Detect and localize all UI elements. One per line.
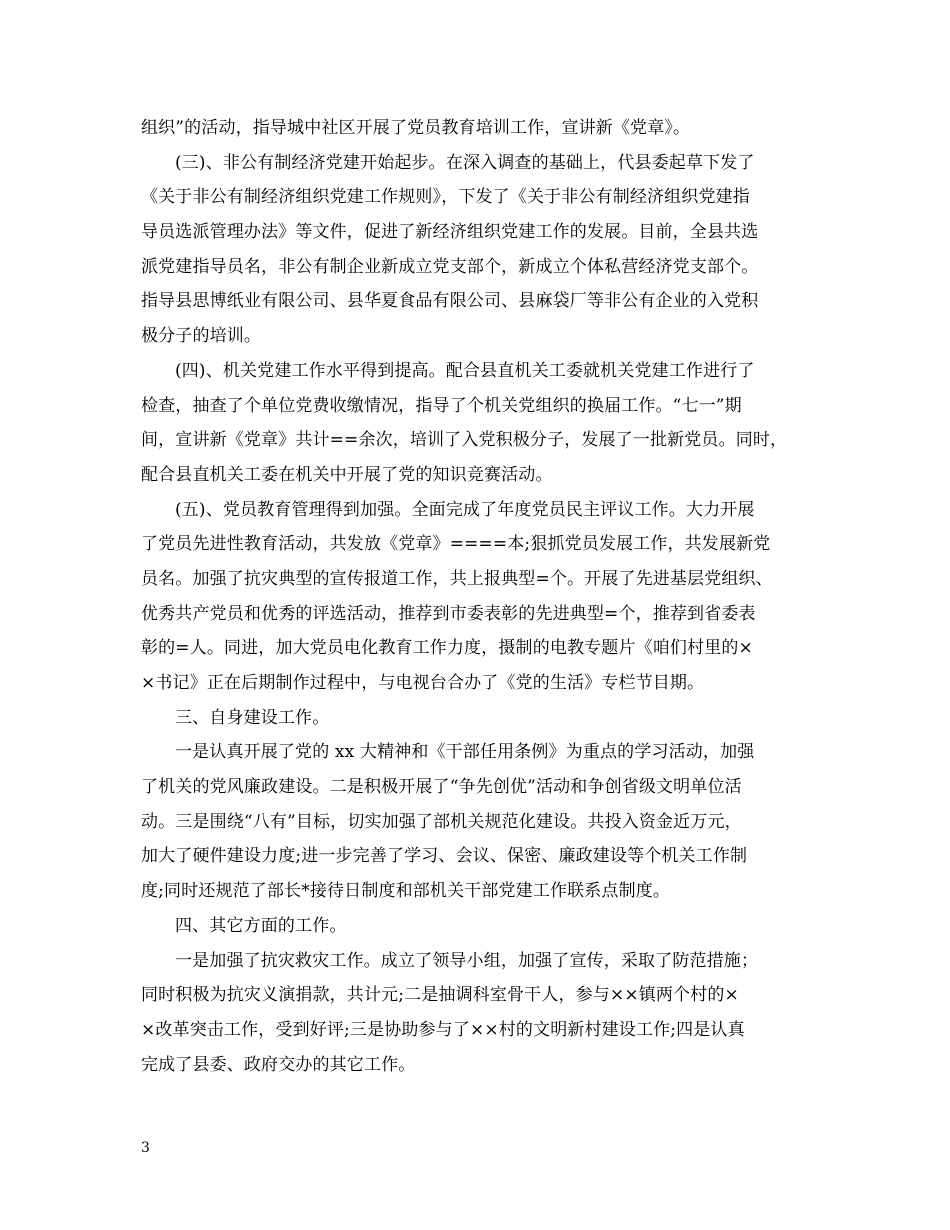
page-number: 3	[141, 1140, 150, 1156]
text-line: ×书记》正在后期制作过程中，与电视台合办了《党的生活》专栏节目期。	[141, 673, 705, 693]
text-line: 间，宣讲新《党章》共计==余次，培训了入党积极分子，发展了一批新党员。同时，	[141, 430, 788, 451]
text-line: 了党员先进性教育活动，共发放《党章》====本;狠抓党员发展工作，共发展新党	[141, 534, 771, 555]
text-line: 同时积极为抗灾义演捐款，共计元;二是抽调科室骨干人，参与××镇两个村的×	[141, 985, 739, 1006]
text-line: 一是认真开展了党的 xx 大精神和《干部任用条例》为重点的学习活动，加强	[175, 742, 755, 763]
text-line: 一是加强了抗灾救灾工作。成立了领导小组，加强了宣传，采取了防范措施；	[175, 950, 759, 971]
text-line: (四)、机关党建工作水平得到提高。配合县直机关工委就机关党建工作进行了	[175, 360, 755, 381]
text-line: 《关于非公有制经济组织党建工作规则》，下发了《关于非公有制经济组织党建指	[141, 187, 750, 208]
text-line: ×改革突击工作，受到好评;三是协助参与了××村的文明新村建设工作;四是认真	[141, 1019, 745, 1040]
section-heading: 四、其它方面的工作。	[175, 915, 347, 936]
text-line: 动。三是围绕“八有”目标，切实加强了部机关规范化建设。共投入资金近万元，	[141, 811, 742, 832]
text-line: 极分子的培训。	[141, 326, 262, 347]
text-line: (五)、党员教育管理得到加强。全面完成了年度党员民主评议工作。大力开展	[175, 499, 755, 520]
section-heading: 三、自身建设工作。	[175, 707, 330, 728]
body-text	[141, 111, 819, 1082]
text-line: 配合县直机关工委在机关中开展了党的知识竞赛活动。	[141, 464, 553, 485]
text-line: 员名。加强了抗灾典型的宣传报道工作，共上报典型=个。开展了先进基层党组织、	[141, 568, 773, 589]
text-line: 优秀共产党员和优秀的评选活动，推荐到市委表彰的先进典型=个，推荐到省委表	[141, 603, 756, 624]
text-line: 导员选派管理办法》等文件，促进了新经济组织党建工作的发展。目前，全县共选	[141, 222, 759, 243]
text-line: 派党建指导员名，非公有制企业新成立党支部个，新成立个体私营经济党支部个。	[141, 256, 759, 277]
text-line: 了机关的党风廉政建设。二是积极开展了“争先创优”活动和争创省级文明单位活	[141, 777, 742, 798]
text-line: 度;同时还规范了部长*接待日制度和部机关干部党建工作联系点制度。	[141, 881, 671, 902]
text-line: 组织”的活动，指导城中社区开展了党员教育培训工作，宣讲新《党章》。	[141, 118, 691, 138]
text-line: 彰的=人。同进，加大党员电化教育工作力度，摄制的电教专题片《咱们村里的×	[141, 638, 753, 659]
text-line: 指导县思博纸业有限公司、县华夏食品有限公司、县麻袋厂等非公有企业的入党积	[141, 291, 759, 312]
text-line: 完成了县委、政府交办的其它工作。	[141, 1054, 416, 1075]
text-line: (三)、非公有制经济党建开始起步。在深入调查的基础上，代县委起草下发了	[175, 152, 755, 173]
text-line: 加大了硬件建设力度;进一步完善了学习、会议、保密、廉政建设等个机关工作制	[141, 846, 748, 867]
text-line: 检查，抽查了个单位党费收缴情况，指导了个机关党组织的换届工作。“七一”期	[141, 395, 742, 416]
